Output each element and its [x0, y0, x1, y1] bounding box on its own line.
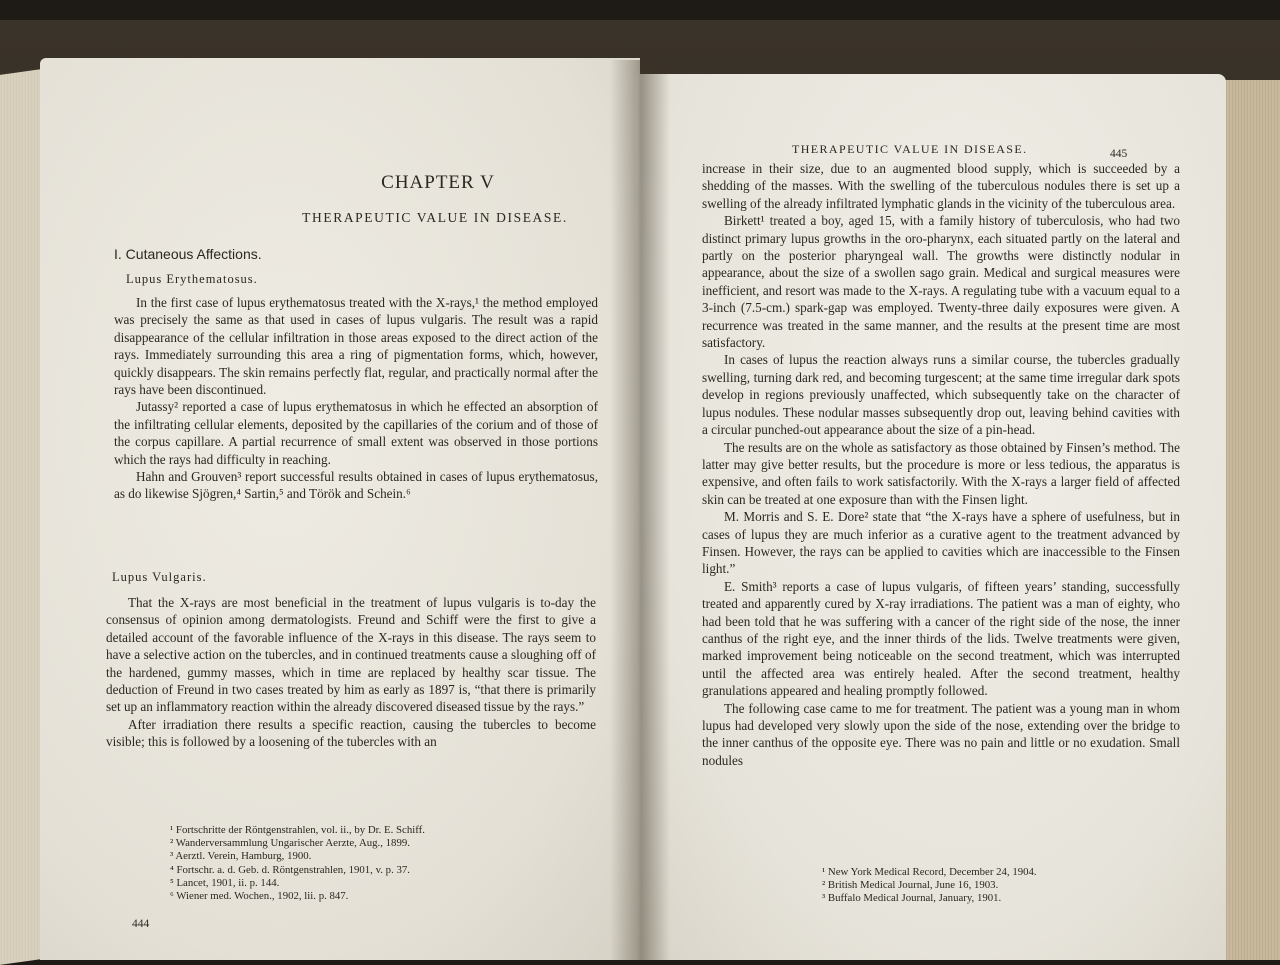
footnote: ³ Buffalo Medical Journal, January, 1901.	[822, 892, 1002, 905]
paragraph: M. Morris and S. E. Dore² state that “the X-rays have a sphere of usefulness, but in cases of lupus they are much inferior as a curative agent to the treatment advanced by Finsen. However, the rays can be applied to cavities which are inaccessible to the Finsen light.”	[702, 509, 1180, 577]
footnotes-left	[170, 824, 425, 903]
text-block-vulgaris	[106, 594, 596, 751]
footnote: ² British Medical Journal, June 16, 1903.	[822, 879, 999, 892]
footnote: ³ Aerztl. Verein, Hamburg, 1900.	[170, 850, 312, 863]
section-heading: I. Cutaneous Affections.	[114, 246, 262, 262]
text-block-erythematosus	[114, 294, 598, 503]
paragraph: In the first case of lupus erythematosus treated with the X-rays,¹ the method employed was precisely the same as that used in cases of lupus vulgaris. The result was a rapid disappearance of the cellular infiltration in those areas exposed to the direct action of the rays. Immediately surrounding this area a ring of pigmentation forms, which, however, quickly disappears. The skin remains perfectly flat, regular, and practically normal after the rays have been discontinued.	[114, 295, 598, 398]
footnote: ² Wanderversammlung Ungarischer Aerzte, Aug., 1899.	[170, 837, 410, 850]
page-number-left: 444	[132, 918, 150, 930]
chapter-heading: CHAPTER V	[381, 172, 495, 193]
chapter-subtitle: THERAPEUTIC VALUE IN DISEASE.	[302, 210, 568, 225]
text-block-right	[702, 160, 1180, 769]
paragraph: That the X-rays are most beneficial in the treatment of lupus vulgaris is to-day the consensus of opinion among dermatologists. Freund and Schiff were the first to give a detailed account of the favorable influence of the X-rays in this disease. The rays seem to have a selective action on the tubercles, and in continued treatments cause a sloughing off of the hardened, gummy masses, which in time are replaced by healthy scar tissue. The deduction of Freund in two cases treated by him as early as 1897 is, “that there is primarily set up an inflammatory reaction within the already discovered diseased tissue by the rays.”	[106, 595, 596, 715]
footnote: ¹ Fortschritte der Röntgenstrahlen, vol. ii., by Dr. E. Schiff.	[170, 824, 425, 836]
page-number-right: 445	[1110, 148, 1128, 160]
paragraph: E. Smith³ reports a case of lupus vulgaris, of fifteen years’ standing, successfully treated and apparently cured by X-ray irradiations. The patient was a man of eighty, who had been told that he was suffering with a cancer of the right side of the nose, the inner canthus of the right eye, and the inner thirds of the lids. Twelve treatments were given, marked improvement being noticeable on the second treatment, which was interrupted until the affected area was entirely healed. After the second treatment, healthy granulations appeared and healing promptly followed.	[702, 578, 1180, 699]
paragraph: Birkett¹ treated a boy, aged 15, with a family history of tuberculosis, who had two distinct primary lupus growths in the oro-pharynx, each situated partly on the lateral and partly on the posterior pharyngeal wall. The growths were distinctly nodular in appearance, about the size of a swollen sago grain. Medical and surgical measures were inefficient, and resort was made to the X-rays. A regulating tube with a vacuum equal to a 3-inch (7.5-cm.) spark-gap was employed. Twenty-three daily exposures were given. A recurrence was treated in the same manner, and the results at the present time are most satisfactory.	[702, 213, 1180, 351]
paragraph: increase in their size, due to an augmented blood supply, which is succeeded by a shedding of the masses. With the swelling of the tuberculous nodules there is set up a swelling of the already infiltrated lymphatic glands in the vicinity of the tuberculous area.	[702, 161, 1180, 211]
footnotes-right	[822, 866, 1037, 906]
right-page	[636, 74, 1226, 960]
paragraph: In cases of lupus the reaction always runs a similar course, the tubercles gradually swelling, turning dark red, and becoming turgescent; at the same time irregular dark spots develop in regions previously unaffected, which subsequently take on the character of lupus nodules. These nodular masses subsequently drop out, leaving behind cavities with a circular punched-out appearance about the size of a pin-head.	[702, 352, 1180, 438]
paragraph: The following case came to me for treatment. The patient was a young man in whom lupus had developed very slowly upon the side of the nose, extending over the bridge to the inner canthus of the opposite eye. There was no pain and little or no exudation. Small nodules	[702, 700, 1180, 768]
footnote: ⁵ Lancet, 1901, ii. p. 144.	[170, 876, 280, 889]
paragraph: Jutassy² reported a case of lupus erythematosus in which he effected an absorption of the infiltrating cellular elements, deposited by the capillaries of the corium and of those of the corpus capillare. A partial recurrence of small extent was observed in those portions which the rays had difficulty in reaching.	[114, 399, 598, 467]
footnote: ⁴ Fortschr. a. d. Geb. d. Röntgenstrahlen, 1901, v. p. 37.	[170, 863, 410, 876]
paragraph: After irradiation there results a specific reaction, causing the tubercles to become visible; this is followed by a loosening of the tubercles with an	[106, 716, 596, 750]
footnote: ¹ New York Medical Record, December 24, 1904.	[822, 866, 1037, 878]
paragraph: The results are on the whole as satisfactory as those obtained by Finsen’s method. The latter may give better results, but the procedure is more or less tedious, the apparatus is expensive, and often fails to work satisfactorily. With the X-rays a larger field of affected skin can be treated at one exposure than with the Finsen light.	[702, 439, 1180, 507]
footnote: ⁶ Wiener med. Wochen., 1902, lii. p. 847.	[170, 890, 349, 903]
subsection-lupus-vulgaris: Lupus Vulgaris.	[112, 570, 207, 584]
paragraph: Hahn and Grouven³ report successful results obtained in cases of lupus erythematosus, as do likewise Sjögren,⁴ Sartin,⁵ and Török and Schein.⁶	[114, 469, 598, 502]
running-head: THERAPEUTIC VALUE IN DISEASE.	[792, 142, 1028, 156]
subsection-lupus-erythematosus: Lupus Erythematosus.	[126, 272, 258, 286]
left-page	[40, 58, 640, 960]
